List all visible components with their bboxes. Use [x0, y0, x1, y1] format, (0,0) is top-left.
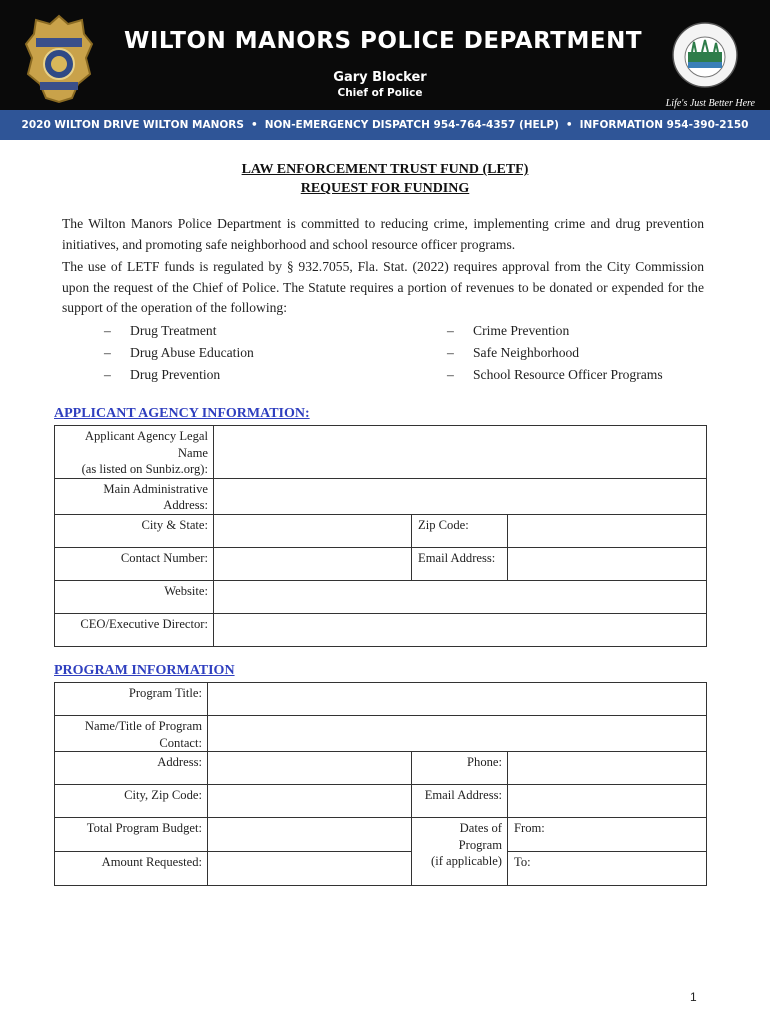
to-label: To:	[514, 855, 531, 869]
list-item: – Crime Prevention	[447, 323, 570, 338]
contact-number-label: Contact Number:	[55, 547, 214, 580]
intro-paragraph: The Wilton Manors Police Department is committed to reducing crime, implementing crime and drug prevention initiatives, and promoting safe neighborhood and school resource officer programs.	[62, 216, 704, 252]
list-item: – Drug Abuse Education	[104, 345, 254, 360]
address-label: Main Administrative Address:	[55, 478, 214, 514]
legal-name-field[interactable]	[214, 426, 707, 479]
list-item: – Safe Neighborhood	[447, 345, 580, 360]
program-contact-label: Name/Title of Program Contact:	[55, 716, 208, 752]
program-form-table	[54, 682, 707, 886]
legal-name-label: Applicant Agency Legal Name (as listed on Sunbiz.org):	[55, 426, 214, 479]
list-item: – Drug Treatment	[104, 323, 217, 338]
ceo-field[interactable]	[214, 613, 707, 646]
program-title-label: Program Title:	[55, 683, 208, 716]
zip-field[interactable]	[508, 514, 707, 547]
document-subtitle: REQUEST FOR FUNDING	[300, 181, 470, 196]
email-label: Email Address:	[412, 547, 508, 580]
city-zip-label: City, Zip Code:	[55, 785, 208, 818]
statute-paragraph: The use of LETF funds is regulated by § 932.7055, Fla. Stat. (2022) requires approval from the City Commission upon the request of the Chief of Police. The Statute requires a portion of revenues to be donated or expended for the support of the operation of the following:	[62, 259, 704, 315]
city-state-label: City & State:	[55, 514, 214, 547]
email-field[interactable]	[508, 547, 707, 580]
contact-number-field[interactable]	[214, 547, 412, 580]
to-field[interactable]	[508, 852, 707, 886]
city-tagline: Life's Just Better Here	[665, 98, 755, 109]
phone-field[interactable]	[508, 752, 707, 785]
agency-form-table	[54, 425, 707, 647]
website-label: Website:	[55, 580, 214, 613]
phone-label: Phone:	[412, 752, 508, 785]
program-title-field[interactable]	[208, 683, 707, 716]
eligible-uses-list-left	[104, 320, 254, 386]
city-seal-icon	[672, 22, 738, 88]
city-zip-field[interactable]	[208, 785, 412, 818]
non-emergency-text: NON-EMERGENCY DISPATCH 954-764-4357 (HELP)	[264, 119, 559, 131]
address-text: 2020 WILTON DRIVE WILTON MANORS	[21, 119, 244, 131]
amount-field[interactable]	[208, 852, 412, 886]
letterhead	[0, 0, 770, 110]
zip-label: Zip Code:	[412, 514, 508, 547]
program-email-field[interactable]	[508, 785, 707, 818]
list-item: – School Resource Officer Programs	[447, 367, 663, 382]
ceo-label: CEO/Executive Director:	[55, 613, 214, 646]
program-contact-field[interactable]	[208, 716, 707, 752]
dates-label: Dates of Program (if applicable)	[412, 818, 508, 886]
budget-field[interactable]	[208, 818, 412, 852]
city-state-field[interactable]	[214, 514, 412, 547]
eligible-uses-list-right	[447, 320, 663, 386]
information-text: INFORMATION 954-390-2150	[579, 119, 749, 131]
chief-title: Chief of Police	[337, 87, 423, 99]
budget-label: Total Program Budget:	[55, 818, 208, 852]
from-field[interactable]	[508, 818, 707, 852]
document-title: LAW ENFORCEMENT TRUST FUND (LETF)	[241, 162, 529, 177]
agency-section-heading: APPLICANT AGENCY INFORMATION:	[54, 406, 310, 421]
amount-label: Amount Requested:	[55, 852, 208, 886]
chief-name: Gary Blocker	[333, 70, 427, 85]
program-email-label: Email Address:	[412, 785, 508, 818]
page-number: 1	[690, 990, 697, 1004]
from-label: From:	[514, 821, 545, 835]
list-item: – Drug Prevention	[104, 367, 221, 382]
police-badge-icon	[24, 14, 94, 106]
separator-dot: •	[565, 119, 573, 131]
contact-info-bar	[0, 110, 770, 140]
program-address-field[interactable]	[208, 752, 412, 785]
website-field[interactable]	[214, 580, 707, 613]
address-field[interactable]	[214, 478, 707, 514]
program-address-label: Address:	[55, 752, 208, 785]
department-name: WILTON MANORS POLICE DEPARTMENT	[123, 28, 643, 54]
separator-dot: •	[250, 119, 258, 131]
program-section-heading: PROGRAM INFORMATION	[54, 663, 235, 678]
